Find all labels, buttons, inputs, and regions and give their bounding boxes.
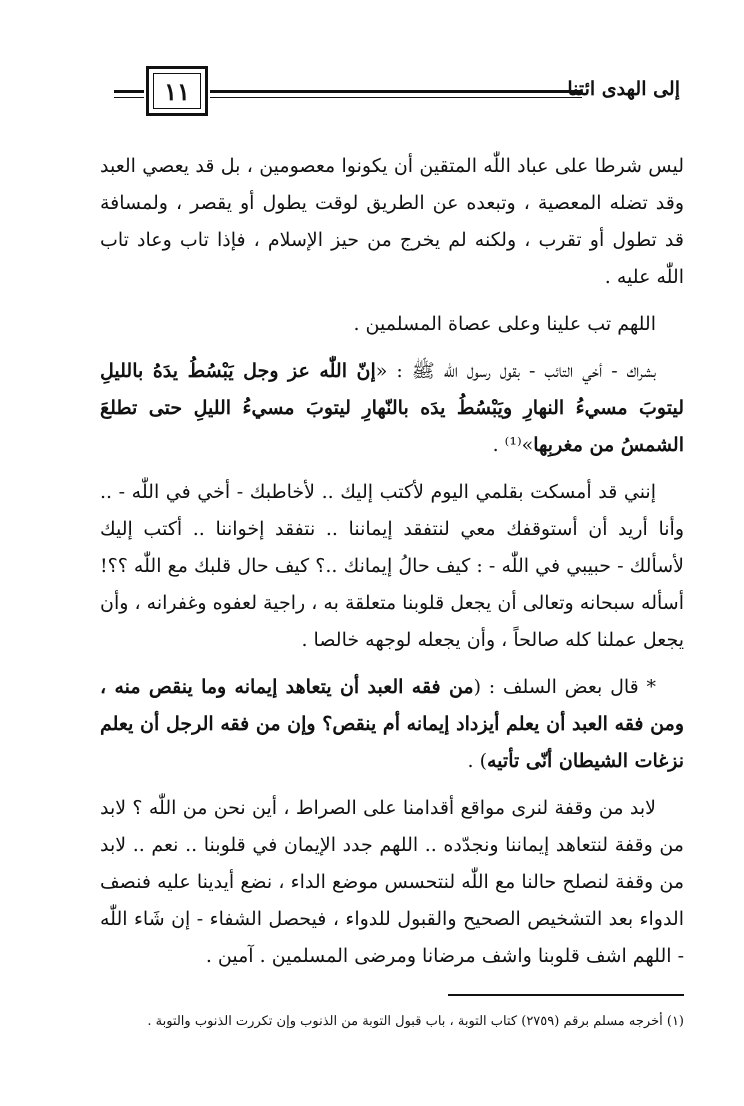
quote-intro: * قال بعض السلف : ( xyxy=(473,676,656,698)
paragraph-2-prayer: اللهم تب علينا وعلى عصاة المسلمين . xyxy=(353,313,656,335)
paragraph-1: ليس شرطا على عباد اللّٰه المتقين أن يكونوا معصومين ، بل قد يعصي العبد وقد تضله المعصية ، وتبعده عن الطريق لوقت يطول أو يقصر ، ولمسافة قد تطول أو تقرب ، ولكنه لم يخرج من حيز الإسلام ، فإذا تاب وعاد تاب اللّٰه عليه . xyxy=(100,155,684,288)
footnote: (١) أخرجه مسلم برقم (٢٧٥٩) كتاب التوبة ، باب قبول التوبة من الذنوب وإن تكررت الذنوب والتوبة . xyxy=(147,1014,684,1029)
hadith-end: »⁽¹⁾ . xyxy=(492,434,534,456)
page-number: ١١ xyxy=(153,73,201,109)
running-title: إلى الهدى ائتنا xyxy=(567,78,680,100)
quote-text: من فقه العبد أن يتعاهد إيمانه وما ينقص منه ، ومن فقه العبد أن يعلم أيزداد إيمانه أم ينقص؟ وإن من فقه الرجل أن يعلم نزغات الشيطان أنّى تأتيه xyxy=(100,676,684,772)
page-header xyxy=(112,66,680,120)
hadith-text: إنّ اللّٰه عز وجل يَبْسُطُ يدَهُ بالليلِ ليتوبَ مسيءُ النهارِ ويَبْسُطُ يدَه بالنّهارِ ليتوبَ مسيءُ الليلِ حتى تطلعَ الشمسُ من مغربِها xyxy=(100,360,684,456)
paragraph-3-hadith xyxy=(100,353,684,464)
header-rule-left xyxy=(114,90,144,98)
paragraph-6: لابد من وقفة لنرى مواقع أقدامنا على الصراط ، أين نحن من اللّٰه ؟ لابد من وقفة لنتعاهد إيماننا ونجدّده .. اللهم جدد الإيمان في قلوبنا .. نعم .. لابد من وقفة لنصلح حالنا مع اللّٰه لنتحسس موضع الداء ، نضع أيدينا عليه فنصف الدواء بعد التشخيص الصحيح والقبول للدواء ، فيحصل الشفاء - إن شَاء اللّٰه - اللهم اشف قلوبنا واشف مرضانا ومرضى المسلمين . آمين . xyxy=(100,797,684,967)
page-body xyxy=(100,148,684,985)
paragraph-4: إنني قد أمسكت بقلمي اليوم لأكتب إليك .. لأخاطبك - أخي في اللّٰه - .. وأنا أريد أن أستوقفك معي لنتفقد إيماننا .. نتفقد إخواننا .. أكتب إليك لأسألك - حبيبي في اللّٰه - : كيف حالُ إيمانك ..؟ كيف حال قلبك مع اللّٰه ؟؟! أسأله سبحانه وتعالى أن يجعل قلوبنا متعلقة به ، راجية لعفوه وغفرانه ، وأن يجعل عملنا كله صالحاً ، وأن يجعله لوجهه خالصا . xyxy=(100,481,684,651)
footnote-divider xyxy=(448,994,684,996)
header-rule-right xyxy=(210,90,582,98)
quote-end: ) . xyxy=(467,750,487,772)
page-number-box xyxy=(146,66,208,116)
paragraph-5-salaf-quote xyxy=(100,669,684,780)
hadith-intro: بشراك - أخي التائب - بقول رسول اللّٰه ﷺ : « xyxy=(375,360,656,382)
